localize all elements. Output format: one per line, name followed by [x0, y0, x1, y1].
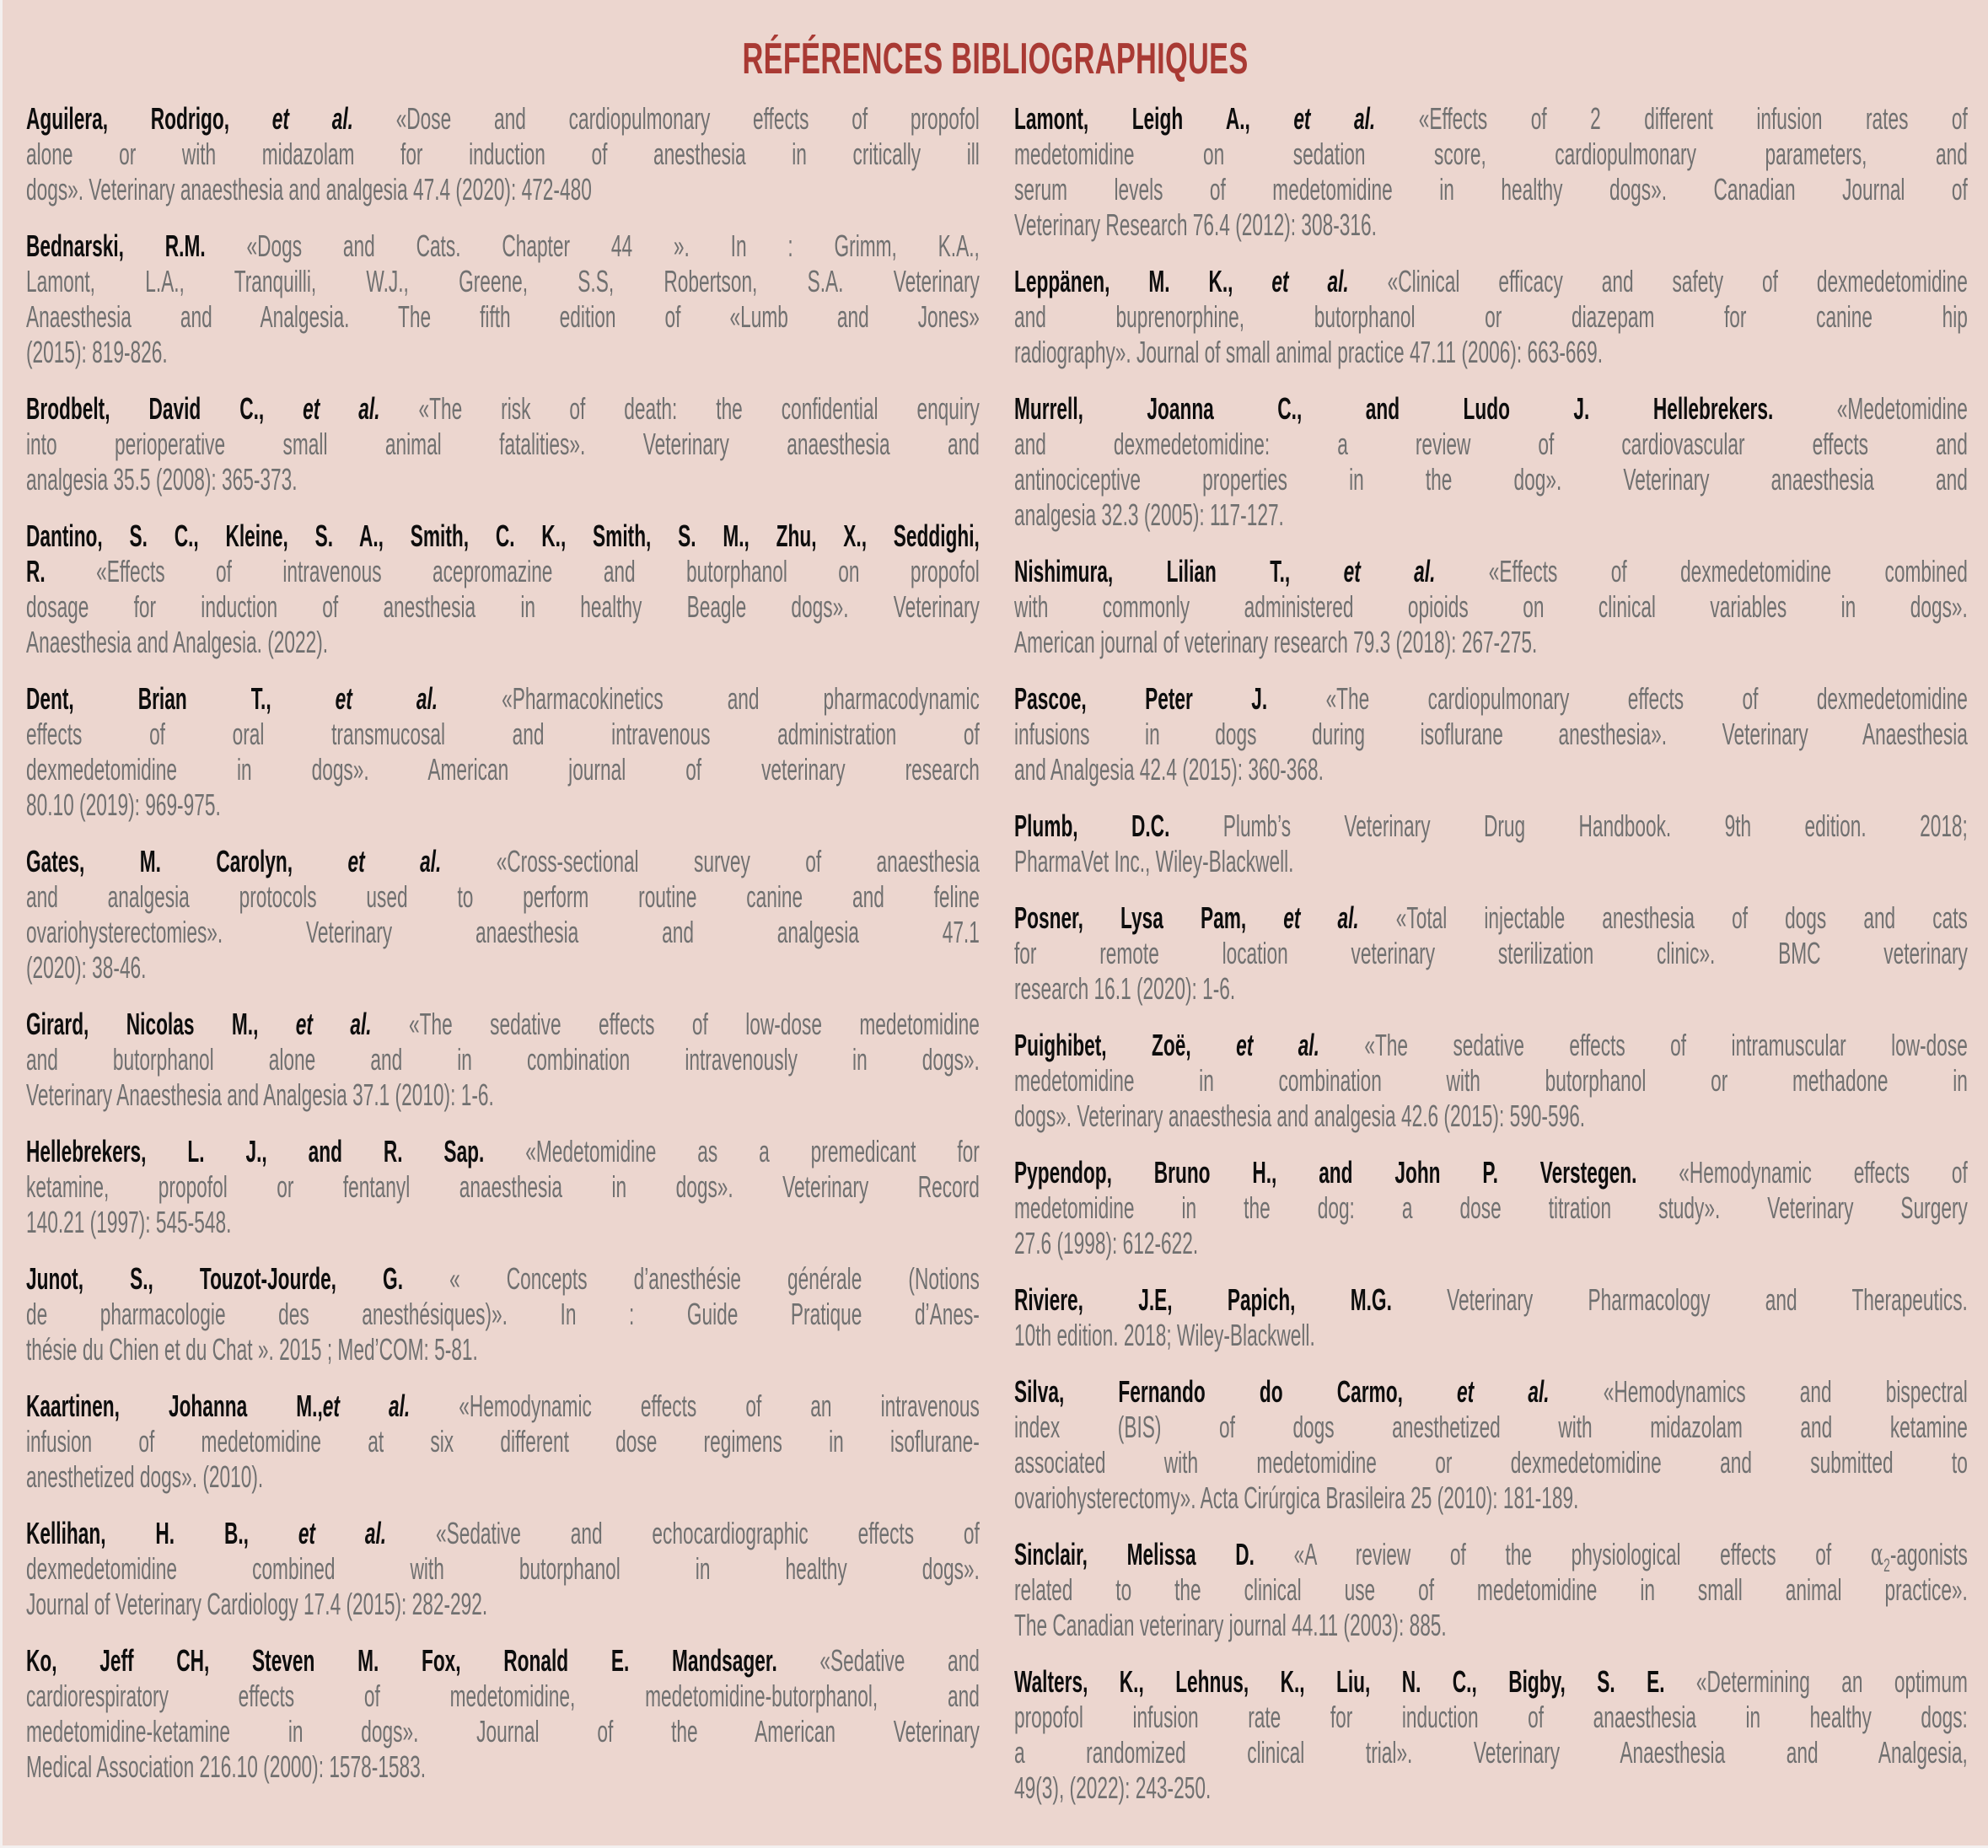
- reference-text: thésie du Chien et du Chat ». 2015 ; Med’COM: 5-81.: [26, 1332, 478, 1367]
- reference-authors: Aguilera, Rodrigo,: [26, 101, 272, 136]
- reference-entry: [26, 1007, 980, 1113]
- references-list-left: [26, 101, 980, 1785]
- reference-text: «Dose and cardiopulmonary effects of propofol: [352, 101, 980, 136]
- reference-line: [1014, 1608, 1968, 1643]
- reference-line: [26, 844, 980, 879]
- reference-line: [1014, 971, 1968, 1007]
- reference-authors: Ko, Jeff CH, Steven M. Fox, Ronald E. Mandsager.: [26, 1643, 777, 1678]
- reference-entry: [26, 681, 980, 823]
- reference-text: associated with medetomidine or dexmedetomidine and submitted to: [1014, 1445, 1968, 1480]
- reference-text: de pharmacologie des anesthésiques)». In : Guide Pratique d’Anes-: [26, 1297, 980, 1331]
- reference-line: [1014, 1572, 1968, 1608]
- reference-line: [1014, 1028, 1968, 1063]
- reference-line: [1014, 1282, 1968, 1318]
- reference-line: [26, 554, 980, 589]
- reference-line: [26, 1749, 980, 1785]
- reference-authors: Nishimura, Lilian T.,: [1014, 554, 1344, 588]
- reference-line: [26, 462, 980, 497]
- reference-text: and Analgesia 42.4 (2015): 360-368.: [1014, 752, 1324, 787]
- reference-text: «Effects of 2 different infusion rates of: [1375, 101, 1968, 136]
- reference-line: [26, 717, 980, 752]
- reference-line: [26, 1679, 980, 1714]
- reference-line: [26, 1042, 980, 1077]
- reference-text: «The cardiopulmonary effects of dexmedetomidine: [1267, 681, 1968, 716]
- reference-text: medetomidine in the dog: a dose titration study». Veterinary Surgery: [1014, 1190, 1968, 1225]
- reference-text: with commonly administered opioids on clinical variables in dogs».: [1014, 589, 1968, 624]
- reference-et-al: et al.: [1271, 264, 1349, 298]
- reference-line: [1014, 1099, 1968, 1134]
- reference-entry: [26, 518, 980, 660]
- reference-text: American journal of veterinary research 79.3 (2018): 267-275.: [1014, 625, 1538, 659]
- reference-text: cardiorespiratory effects of medetomidine, medetomidine-butorphanol, and: [26, 1679, 980, 1713]
- reference-line: [1014, 101, 1968, 137]
- reference-line: [26, 752, 980, 787]
- reference-text: «Medetomidine as a premedicant for: [484, 1134, 980, 1168]
- reference-line: [1014, 752, 1968, 787]
- reference-et-al: et al.: [1293, 101, 1376, 136]
- reference-text: (2015): 819-826.: [26, 335, 168, 369]
- reference-text: dexmedetomidine in dogs». American journal of veterinary research: [26, 752, 980, 787]
- reference-et-al: et al.: [303, 391, 380, 426]
- reference-text: «Hemodynamic effects of: [1636, 1155, 1968, 1190]
- reference-text: related to the clinical use of medetomidine in small animal practice».: [1014, 1572, 1968, 1607]
- reference-line: [26, 787, 980, 823]
- reference-text: «The risk of death: the confidential enquiry: [379, 391, 980, 426]
- reference-line: [1014, 808, 1968, 844]
- reference-text: analgesia 35.5 (2008): 365-373.: [26, 462, 298, 497]
- reference-text: «Sedative and: [776, 1643, 980, 1678]
- reference-entry: [1014, 1664, 1968, 1806]
- reference-authors: Dent, Brian T.,: [26, 681, 336, 716]
- reference-et-al: et al.: [347, 844, 442, 878]
- alpha-symbol: α: [1870, 1538, 1884, 1572]
- reference-entry: [26, 1643, 980, 1785]
- reference-authors: Puighibet, Zoë,: [1014, 1028, 1237, 1062]
- reference-line: [26, 1297, 980, 1332]
- reference-text: medetomidine-ketamine in dogs». Journal of the American Veterinary: [26, 1714, 980, 1749]
- reference-text: analgesia 32.3 (2005): 117-127.: [1014, 497, 1284, 532]
- reference-text: 140.21 (1997): 545-548.: [26, 1205, 232, 1239]
- reference-line: [1014, 299, 1968, 335]
- reference-text: infusion of medetomidine at six different dose regimens in isoflurane-: [26, 1424, 980, 1459]
- reference-line: [26, 1007, 980, 1042]
- reference-authors: Junot, S., Touzot-Jourde, G.: [26, 1261, 404, 1296]
- reference-text: -agonists: [1889, 1537, 1968, 1571]
- reference-text: dogs». Veterinary anaesthesia and analgesia 42.6 (2015): 590-596.: [1014, 1099, 1586, 1133]
- reference-line: [26, 264, 980, 299]
- reference-text: Veterinary Pharmacology and Therapeutics.: [1391, 1282, 1968, 1317]
- reference-authors: Hellebrekers, L. J., and R. Sap.: [26, 1134, 485, 1168]
- reference-text: index (BIS) of dogs anesthetized with midazolam and ketamine: [1014, 1410, 1968, 1444]
- reference-text: «Dogs and Cats. Chapter 44 ». In : Grimm, K.A.,: [205, 228, 980, 263]
- reference-entry: [26, 1516, 980, 1622]
- reference-entry: [1014, 391, 1968, 533]
- reference-line: [1014, 462, 1968, 497]
- reference-text: Plumb’s Veterinary Drug Handbook. 9th edition. 2018;: [1169, 808, 1968, 843]
- reference-text: alone or with midazolam for induction of anesthesia in critically ill: [26, 137, 980, 171]
- reference-et-al: et al.: [1343, 554, 1436, 588]
- reference-text: Veterinary Research 76.4 (2012): 308-316.: [1014, 207, 1377, 242]
- reference-text: into perioperative small animal fatalities». Veterinary anaesthesia and: [26, 427, 980, 461]
- reference-line: [1014, 589, 1968, 625]
- reference-text: and butorphanol alone and in combination intravenously in dogs».: [26, 1042, 980, 1077]
- reference-authors: Silva, Fernando do Carmo,: [1014, 1374, 1458, 1409]
- reference-line: [26, 879, 980, 915]
- reference-entry: [1014, 1028, 1968, 1134]
- reference-text: «Total injectable anesthesia of dogs and cats: [1358, 900, 1968, 935]
- reference-text: dexmedetomidine combined with butorphanol in healthy dogs».: [26, 1551, 980, 1586]
- reference-line: [1014, 844, 1968, 879]
- reference-entry: [1014, 900, 1968, 1007]
- reference-line: [26, 1516, 980, 1551]
- reference-text: PharmaVet Inc., Wiley-Blackwell.: [1014, 844, 1294, 878]
- reference-authors: Murrell, Joanna C., and Ludo J. Hellebrekers.: [1014, 391, 1774, 426]
- reference-line: [1014, 1735, 1968, 1770]
- reference-text: «Sedative and echocardiographic effects of: [386, 1516, 980, 1550]
- reference-text: Veterinary Anaesthesia and Analgesia 37.1 (2010): 1-6.: [26, 1077, 494, 1112]
- reference-line: [1014, 335, 1968, 370]
- reference-line: [1014, 1537, 1968, 1576]
- reference-authors: Bednarski, R.M.: [26, 228, 206, 263]
- reference-text: ovariohysterectomy». Acta Cirúrgica Brasileira 25 (2010): 181-189.: [1014, 1480, 1579, 1515]
- reference-entry: [1014, 808, 1968, 879]
- reference-line: [26, 427, 980, 462]
- reference-entry: [26, 1261, 980, 1367]
- reference-line: [1014, 1480, 1968, 1516]
- reference-text: and dexmedetomidine: a review of cardiovascular effects and: [1014, 427, 1968, 461]
- reference-line: [26, 589, 980, 625]
- reference-text: and analgesia protocols used to perform routine canine and feline: [26, 879, 980, 914]
- reference-text: radiography». Journal of small animal practice 47.11 (2006): 663-669.: [1014, 335, 1604, 369]
- reference-et-al: et al.: [322, 1389, 411, 1423]
- reference-authors: Pypendop, Bruno H., and John P. Verstegen.: [1014, 1155, 1637, 1190]
- reference-line: [1014, 264, 1968, 299]
- reference-text: «Hemodynamics and bispectral: [1549, 1374, 1968, 1409]
- reference-line: [1014, 717, 1968, 752]
- reference-line: [26, 101, 980, 137]
- reference-authors: Riviere, J.E, Papich, M.G.: [1014, 1282, 1392, 1317]
- reference-line: [26, 915, 980, 950]
- reference-line: [1014, 172, 1968, 207]
- reference-line: [1014, 497, 1968, 533]
- reference-line: [1014, 1318, 1968, 1353]
- reference-line: [26, 1424, 980, 1459]
- reference-entry: [1014, 1155, 1968, 1261]
- reference-text: medetomidine on sedation score, cardiopulmonary parameters, and: [1014, 137, 1968, 171]
- reference-text: effects of oral transmucosal and intravenous administration of: [26, 717, 980, 751]
- reference-line: [26, 625, 980, 660]
- reference-line: [26, 1205, 980, 1240]
- reference-et-al: et al.: [335, 681, 438, 716]
- reference-text: a randomized clinical trial». Veterinary Anaesthesia and Analgesia,: [1014, 1735, 1968, 1770]
- reference-text: dogs». Veterinary anaesthesia and analgesia 47.4 (2020): 472-480: [26, 172, 592, 207]
- reference-line: [1014, 1155, 1968, 1190]
- reference-entry: [26, 844, 980, 986]
- reference-text: dosage for induction of anesthesia in healthy Beagle dogs». Veterinary: [26, 589, 980, 624]
- reference-text: «Pharmacokinetics and pharmacodynamic: [438, 681, 980, 716]
- page-title: RÉFÉRENCES BIBLIOGRAPHIQUES: [742, 35, 1249, 83]
- reference-text: antinociceptive properties in the dog». Veterinary anaesthesia and: [1014, 462, 1968, 497]
- reference-line: [26, 1389, 980, 1424]
- reference-text: propofol infusion rate for induction of anaesthesia in healthy dogs:: [1014, 1700, 1968, 1734]
- reference-entry: [26, 101, 980, 207]
- reference-line: [26, 1261, 980, 1297]
- reference-line: [26, 1134, 980, 1169]
- reference-line: [26, 1714, 980, 1749]
- reference-entry: [26, 1134, 980, 1240]
- reference-et-al: et al.: [271, 101, 353, 136]
- reference-entry: [1014, 1282, 1968, 1353]
- reference-text: «The sedative effects of low-dose medetomidine: [371, 1007, 980, 1041]
- references-column-left: [26, 101, 980, 1806]
- reference-line: [26, 950, 980, 986]
- reference-authors: Plumb, D.C.: [1014, 808, 1170, 843]
- reference-text: Anaesthesia and Analgesia. (2022).: [26, 625, 329, 659]
- reference-entry: [1014, 1537, 1968, 1643]
- reference-authors: Girard, Nicolas M.,: [26, 1007, 296, 1041]
- reference-et-al: et al.: [1457, 1374, 1550, 1409]
- reference-text: Journal of Veterinary Cardiology 17.4 (2015): 282-292.: [26, 1587, 488, 1621]
- reference-line: [1014, 1063, 1968, 1099]
- reference-text: «Effects of dexmedetomidine combined: [1435, 554, 1968, 588]
- reference-entry: [26, 391, 980, 497]
- reference-authors: Sinclair, Melissa D.: [1014, 1537, 1255, 1571]
- reference-et-al: et al.: [295, 1007, 372, 1041]
- reference-line: [1014, 1664, 1968, 1700]
- reference-entry: [1014, 264, 1968, 370]
- reference-authors: Pascoe, Peter J.: [1014, 681, 1268, 716]
- reference-text: «Hemodynamic effects of an intravenous: [410, 1389, 980, 1423]
- title-container: [3, 34, 1988, 84]
- reference-line: [26, 1551, 980, 1587]
- reference-line: [26, 172, 980, 207]
- references-column-right: [1014, 101, 1968, 1827]
- reference-line: [26, 391, 980, 427]
- reference-authors: Walters, K., Lehnus, K., Liu, N. C., Bigby, S. E.: [1014, 1664, 1665, 1699]
- reference-entry: [1014, 554, 1968, 660]
- reference-text: 10th edition. 2018; Wiley-Blackwell.: [1014, 1318, 1315, 1352]
- reference-text: Lamont, L.A., Tranquilli, W.J., Greene, S.S, Robertson, S.A. Veterinary: [26, 264, 980, 298]
- reference-line: [1014, 1226, 1968, 1261]
- reference-text: Medical Association 216.10 (2000): 1578-1583.: [26, 1749, 427, 1784]
- reference-authors: Kaartinen, Johanna M.,: [26, 1389, 323, 1423]
- reference-line: [1014, 1770, 1968, 1806]
- reference-text: (2020): 38-46.: [26, 950, 147, 985]
- reference-line: [26, 681, 980, 717]
- reference-authors: Dantino, S. C., Kleine, S. A., Smith, C. K., Smith, S. M., Zhu, X., Seddighi,: [26, 518, 980, 553]
- references-list-right: [1014, 101, 1968, 1806]
- reference-line: [26, 1643, 980, 1679]
- reference-line: [1014, 625, 1968, 660]
- reference-entry: [26, 1389, 980, 1495]
- reference-entry: [26, 228, 980, 370]
- reference-text: «Clinical efficacy and safety of dexmedetomidine: [1348, 264, 1968, 298]
- reference-text: and buprenorphine, butorphanol or diazepam for canine hip: [1014, 299, 1968, 334]
- reference-line: [26, 137, 980, 172]
- reference-text: «A review of the physiological effects of: [1254, 1537, 1871, 1571]
- reference-text: medetomidine in combination with butorphanol or methadone in: [1014, 1063, 1968, 1098]
- reference-line: [26, 335, 980, 370]
- reference-authors: Brodbelt, David C.,: [26, 391, 304, 426]
- reference-text: 49(3), (2022): 243-250.: [1014, 1770, 1212, 1805]
- reference-text: 80.10 (2019): 969-975.: [26, 787, 221, 822]
- reference-entry: [1014, 101, 1968, 243]
- reference-line: [1014, 1374, 1968, 1410]
- reference-line: [26, 1077, 980, 1113]
- reference-line: [26, 1459, 980, 1495]
- reference-authors: R.: [26, 554, 46, 588]
- reference-entry: [1014, 1374, 1968, 1516]
- reference-text: 27.6 (1998): 612-622.: [1014, 1226, 1199, 1260]
- reference-line: [1014, 554, 1968, 589]
- reference-text: «Cross-sectional survey of anaesthesia: [441, 844, 980, 878]
- reference-text: «The sedative effects of intramuscular low-dose: [1319, 1028, 1968, 1062]
- reference-line: [26, 299, 980, 335]
- reference-text: ketamine, propofol or fentanyl anaesthesia in dogs». Veterinary Record: [26, 1169, 980, 1204]
- reference-line: [26, 518, 980, 554]
- reference-text: serum levels of medetomidine in healthy dogs». Canadian Journal of: [1014, 172, 1968, 207]
- reference-line: [1014, 1700, 1968, 1735]
- reference-authors: Kellihan, H. B.,: [26, 1516, 298, 1550]
- reference-line: [1014, 391, 1968, 427]
- reference-et-al: et al.: [1283, 900, 1359, 935]
- reference-text: «Determining an optimum: [1664, 1664, 1968, 1699]
- reference-line: [1014, 1445, 1968, 1480]
- reference-line: [1014, 137, 1968, 172]
- reference-authors: Gates, M. Carolyn,: [26, 844, 348, 878]
- reference-entry: [1014, 681, 1968, 787]
- reference-text: Anaesthesia and Analgesia. The fifth edition of «Lumb and Jones»: [26, 299, 980, 334]
- reference-line: [26, 1587, 980, 1622]
- reference-text: «Effects of intravenous acepromazine and butorphanol on propofol: [45, 554, 980, 588]
- reference-text: for remote location veterinary sterilization clinic». BMC veterinary: [1014, 936, 1968, 970]
- reference-text: The Canadian veterinary journal 44.11 (2003): 885.: [1014, 1608, 1447, 1642]
- subscript: 2: [1883, 1555, 1890, 1576]
- reference-text: infusions in dogs during isoflurane anesthesia». Veterinary Anaesthesia: [1014, 717, 1968, 751]
- reference-line: [26, 1169, 980, 1205]
- reference-line: [1014, 681, 1968, 717]
- reference-authors: Lamont, Leigh A.,: [1014, 101, 1294, 136]
- reference-line: [1014, 207, 1968, 243]
- reference-authors: Posner, Lysa Pam,: [1014, 900, 1284, 935]
- bibliography-page: [3, 0, 1988, 1845]
- reference-text: anesthetized dogs». (2010).: [26, 1459, 264, 1494]
- reference-et-al: et al.: [298, 1516, 387, 1550]
- reference-authors: Leppänen, M. K.,: [1014, 264, 1272, 298]
- reference-line: [1014, 936, 1968, 971]
- reference-text: «Medetomidine: [1773, 391, 1968, 426]
- reference-line: [26, 1332, 980, 1367]
- reference-line: [1014, 1190, 1968, 1226]
- reference-line: [26, 228, 980, 264]
- reference-line: [1014, 427, 1968, 462]
- reference-text: « Concepts d’anesthésie générale (Notions: [403, 1261, 980, 1296]
- reference-line: [1014, 900, 1968, 936]
- reference-text: research 16.1 (2020): 1-6.: [1014, 971, 1236, 1006]
- reference-line: [1014, 1410, 1968, 1445]
- reference-text: ovariohysterectomies». Veterinary anaesthesia and analgesia 47.1: [26, 915, 980, 949]
- reference-et-al: et al.: [1236, 1028, 1319, 1062]
